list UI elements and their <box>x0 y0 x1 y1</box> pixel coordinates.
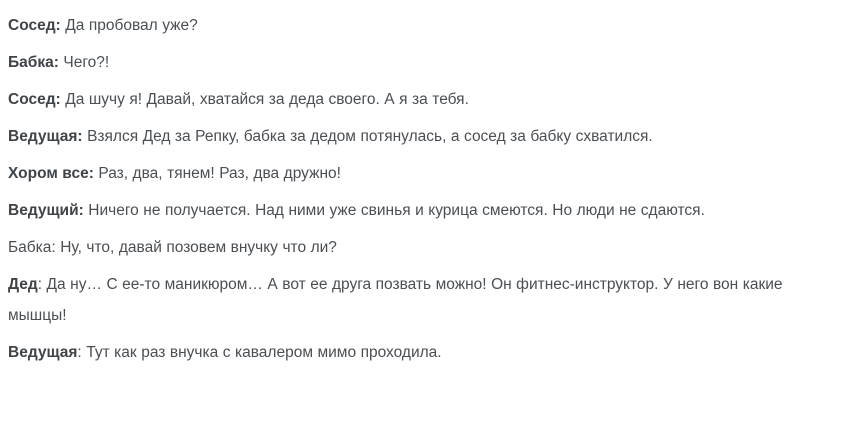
speaker-label: Хором все: <box>8 165 94 182</box>
dialogue-text: : Да ну… С ее-то маникюром… А вот ее друга позвать можно! Он фитнес-инструктор. У него вон какие мышцы! <box>8 276 783 324</box>
speaker-label: Ведущая: <box>8 128 83 145</box>
dialogue-line <box>8 10 840 41</box>
dialogue-line <box>8 232 840 263</box>
dialogue-line <box>8 84 840 115</box>
dialogue-line <box>8 195 840 226</box>
dialogue-text: Да пробовал уже? <box>60 17 198 34</box>
dialogue-text: Да шучу я! Давай, хватайся за деда своего. А я за тебя. <box>60 91 469 108</box>
speaker-label: Дед <box>8 276 38 293</box>
speaker-label: Сосед: <box>8 17 61 34</box>
dialogue-text: Ну, что, давай позовем внучку что ли? <box>55 239 337 256</box>
dialogue-text: Раз, два, тянем! Раз, два дружно! <box>93 165 341 182</box>
dialogue-line <box>8 269 840 331</box>
dialogue-line <box>8 47 840 78</box>
dialogue-text: Чего?! <box>58 54 110 71</box>
speaker-label: Бабка: <box>8 239 56 256</box>
speaker-label: Бабка: <box>8 54 59 71</box>
speaker-label: Ведущая <box>8 344 78 361</box>
dialogue-line <box>8 158 840 189</box>
speaker-label: Ведущий: <box>8 202 84 219</box>
dialogue-text: : Тут как раз внучка с кавалером мимо проходила. <box>77 344 442 361</box>
dialogue-text: Взялся Дед за Репку, бабка за дедом потянулась, а сосед за бабку схватился. <box>82 128 653 145</box>
dialogue-text: Ничего не получается. Над ними уже свинья и курица смеются. Но люди не сдаются. <box>83 202 705 219</box>
dialogue-line <box>8 121 840 152</box>
speaker-label: Сосед: <box>8 91 61 108</box>
dialogue-line <box>8 337 840 368</box>
